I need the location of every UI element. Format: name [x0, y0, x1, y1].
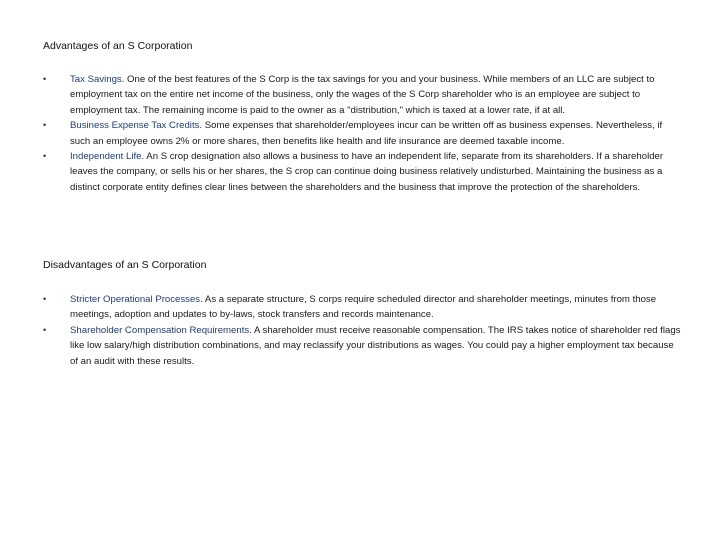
bullet-icon: • [43, 294, 47, 304]
advantages-heading: Advantages of an S Corporation [43, 40, 193, 52]
item-title: Shareholder Compensation Requirements. [70, 324, 252, 336]
item-title: Tax Savings. [70, 74, 125, 85]
list-item [43, 292, 683, 323]
list-item [43, 149, 683, 195]
list-item [43, 323, 683, 369]
item-title: Stricter Operational Processes. [70, 294, 203, 305]
disadvantages-list [43, 292, 683, 369]
list-item [43, 72, 683, 118]
disadvantages-heading: Disadvantages of an S Corporation [43, 259, 207, 271]
bullet-icon: • [43, 324, 47, 335]
list-item [43, 118, 683, 149]
bullet-icon: • [43, 74, 47, 84]
item-text: A shareholder must receive reasonable compensation. The IRS takes notice of shareholder red flags like low salary/high distribution combinations, and may reclassify your distributions as wages. You could pay a higher employment tax because of an audit with these results. [70, 324, 681, 367]
item-title: Business Expense Tax Credits. [70, 120, 203, 132]
item-text: Some expenses that shareholder/employees incur can be written off as business expenses. Nevertheless, if such an employee owns 2% or more shares, then benefits like health and life insurance are deemed taxable income. [70, 120, 663, 147]
item-text: One of the best features of the S Corp is the tax savings for you and your business. While members of an LLC are subject to employment tax on the entire net income of the business, only the wages of the S Corp shareholder who is an employee are subject to employment tax. The remaining income is paid to the owner as a "distribution," which is taxed at a lower rate, if at all. [70, 74, 655, 116]
item-text: As a separate structure, S corps require scheduled director and shareholder meetings, minutes from those meetings, adoption and updates to by-laws, stock transfers and records maintenance. [70, 294, 657, 321]
advantages-list [43, 72, 683, 195]
bullet-icon: • [43, 151, 47, 162]
item-text: An S crop designation also allows a business to have an independent life, separate from its shareholders. If a shareholder leaves the company, or sells his or her shares, the S crop can continue doing business relatively undisturbed. Maintaining the business as a distinct corporate entity defines clear lines between the shareholders and the business that improve the protection of the shareholders. [70, 151, 664, 193]
bullet-icon: • [43, 120, 47, 131]
item-title: Independent Life. [70, 151, 145, 163]
